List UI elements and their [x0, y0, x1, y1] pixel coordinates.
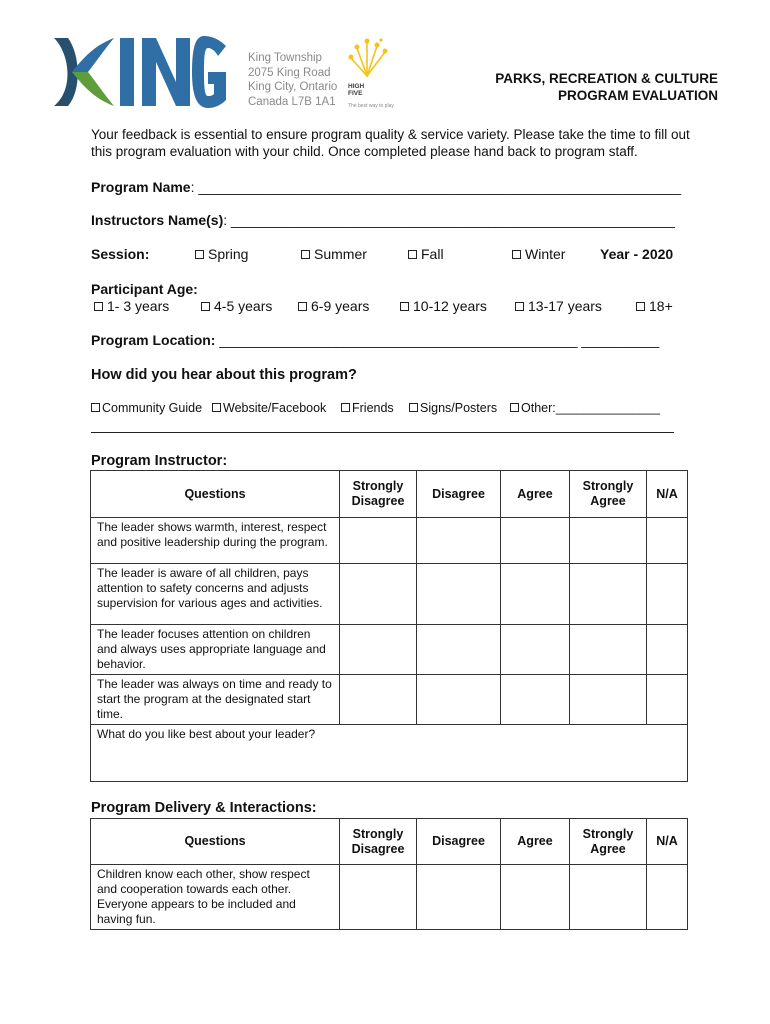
session-option-spring[interactable]: Spring	[195, 246, 248, 262]
rating-cell[interactable]	[417, 675, 501, 725]
rating-cell[interactable]	[647, 564, 688, 625]
checkbox-icon[interactable]	[515, 302, 524, 311]
table-row	[91, 865, 688, 930]
rating-cell[interactable]	[501, 564, 570, 625]
address-line: Canada L7B 1A1	[248, 95, 336, 108]
table-row	[91, 564, 688, 625]
intro-text: Your feedback is essential to ensure program quality & service variety. Please take the time to fill out this program evaluation with your child. Once completed please hand back to program staff.	[91, 127, 690, 159]
age-option[interactable]: 13-17 years	[515, 298, 602, 314]
rating-cell[interactable]	[570, 564, 647, 625]
participant-age-label: Participant Age:	[91, 281, 198, 297]
king-logo	[52, 36, 228, 108]
column-header: Disagree	[417, 471, 501, 518]
age-option[interactable]: 18+	[636, 298, 673, 314]
high-five-logo	[345, 38, 395, 109]
column-header: Strongly Disagree	[340, 819, 417, 865]
checkbox-icon[interactable]	[301, 250, 310, 259]
question-text: The leader was always on time and ready to start the program at the designated start time.	[91, 675, 340, 725]
question-text: The leader focuses attention on children and always uses appropriate language and behavior.	[91, 625, 340, 675]
rating-cell[interactable]	[570, 865, 647, 930]
question-text: Children know each other, show respect and cooperation towards each other. Everyone appears to be included and having fun.	[91, 865, 340, 930]
partner-logo-text: HIGH	[348, 83, 365, 90]
address-line: King City, Ontario	[248, 81, 338, 93]
checkbox-icon[interactable]	[400, 302, 409, 311]
rating-cell[interactable]	[340, 865, 417, 930]
column-header: Questions	[91, 471, 340, 518]
instructor-evaluation-table	[90, 470, 688, 782]
age-option[interactable]: 6-9 years	[298, 298, 369, 314]
instructors-blank[interactable]: : _________________________________________________________	[223, 212, 675, 228]
rating-cell[interactable]	[647, 675, 688, 725]
column-header: Disagree	[417, 819, 501, 865]
session-year: Year - 2020	[600, 246, 674, 262]
rating-cell[interactable]	[417, 518, 501, 564]
checkbox-icon[interactable]	[512, 250, 521, 259]
address-line: King Township	[248, 52, 322, 64]
instructor-section-title: Program Instructor:	[91, 453, 228, 469]
delivery-section-title: Program Delivery & Interactions:	[91, 800, 317, 816]
address-line: 2075 King Road	[248, 66, 331, 79]
program-location-field[interactable]	[91, 332, 659, 348]
checkbox-icon[interactable]	[409, 403, 418, 412]
rating-cell[interactable]	[340, 625, 417, 675]
session-option-fall[interactable]: Fall	[408, 246, 444, 262]
rating-cell[interactable]	[647, 518, 688, 564]
delivery-evaluation-table	[90, 818, 688, 930]
program-name-label: Program Name	[91, 179, 191, 195]
star-burst-icon	[345, 38, 395, 78]
form-title-line: PROGRAM EVALUATION	[558, 88, 718, 103]
checkbox-icon[interactable]	[212, 403, 221, 412]
rating-cell[interactable]	[570, 518, 647, 564]
hear-option-other[interactable]: Other:_______________	[510, 401, 660, 415]
partner-tagline: The best way to play	[348, 103, 394, 109]
checkbox-icon[interactable]	[408, 250, 417, 259]
age-option[interactable]: 4-5 years	[201, 298, 272, 314]
form-title	[495, 70, 718, 104]
table-row	[91, 675, 688, 725]
session-option-summer[interactable]: Summer	[301, 246, 367, 262]
table-header-row	[91, 819, 688, 865]
other-answer-line[interactable]	[91, 432, 674, 433]
checkbox-icon[interactable]	[201, 302, 210, 311]
checkbox-icon[interactable]	[341, 403, 350, 412]
rating-cell[interactable]	[647, 865, 688, 930]
rating-cell[interactable]	[417, 865, 501, 930]
checkbox-icon[interactable]	[94, 302, 103, 311]
column-header: Agree	[501, 471, 570, 518]
township-address	[248, 51, 337, 109]
rating-cell[interactable]	[647, 625, 688, 675]
table-row	[91, 518, 688, 564]
age-option[interactable]: 10-12 years	[400, 298, 487, 314]
partner-logo-text: FIVE	[348, 90, 363, 97]
table-header-row	[91, 471, 688, 518]
hear-option-community-guide[interactable]: Community Guide	[91, 401, 202, 415]
table-row-open-answer[interactable]	[91, 725, 688, 782]
column-header: Questions	[91, 819, 340, 865]
hear-about-question: How did you hear about this program?	[91, 367, 357, 383]
hear-option-signs[interactable]: Signs/Posters	[409, 401, 497, 415]
checkbox-icon[interactable]	[195, 250, 204, 259]
instructors-field[interactable]	[91, 212, 675, 228]
table-row	[91, 625, 688, 675]
program-name-blank[interactable]: : ______________________________________________________________	[190, 179, 682, 195]
instructors-label: Instructors Name(s)	[91, 212, 224, 228]
checkbox-icon[interactable]	[91, 403, 100, 412]
column-header: Strongly Agree	[570, 819, 647, 865]
column-header: Agree	[501, 819, 570, 865]
rating-cell[interactable]	[501, 625, 570, 675]
hear-option-website[interactable]: Website/Facebook	[212, 401, 326, 415]
rating-cell[interactable]	[340, 675, 417, 725]
rating-cell[interactable]	[417, 564, 501, 625]
rating-cell[interactable]	[417, 625, 501, 675]
question-text: The leader shows warmth, interest, respect and positive leadership during the program.	[91, 518, 340, 564]
rating-cell[interactable]	[501, 518, 570, 564]
column-header: N/A	[647, 819, 688, 865]
program-name-field[interactable]	[91, 179, 681, 195]
column-header: N/A	[647, 471, 688, 518]
column-header: Strongly Disagree	[340, 471, 417, 518]
rating-cell[interactable]	[570, 625, 647, 675]
open-question-text[interactable]: What do you like best about your leader?	[91, 725, 688, 782]
question-text: The leader is aware of all children, pays attention to safety concerns and adjusts supervision for various ages and activities.	[91, 564, 340, 625]
checkbox-icon[interactable]	[636, 302, 645, 311]
form-title-line: PARKS, RECREATION & CULTURE	[495, 71, 718, 86]
session-option-winter[interactable]: Winter	[512, 246, 565, 262]
program-location-blank[interactable]: ______________________________________________ __________	[215, 332, 660, 348]
rating-cell[interactable]	[340, 518, 417, 564]
rating-cell[interactable]	[340, 564, 417, 625]
rating-cell[interactable]	[501, 865, 570, 930]
checkbox-icon[interactable]	[510, 403, 519, 412]
program-location-label: Program Location:	[91, 332, 216, 348]
age-option[interactable]: 1- 3 years	[94, 298, 169, 314]
rating-cell[interactable]	[570, 675, 647, 725]
checkbox-icon[interactable]	[298, 302, 307, 311]
hear-option-friends[interactable]: Friends	[341, 401, 394, 415]
session-label: Session:	[91, 246, 150, 262]
rating-cell[interactable]	[501, 675, 570, 725]
column-header: Strongly Agree	[570, 471, 647, 518]
